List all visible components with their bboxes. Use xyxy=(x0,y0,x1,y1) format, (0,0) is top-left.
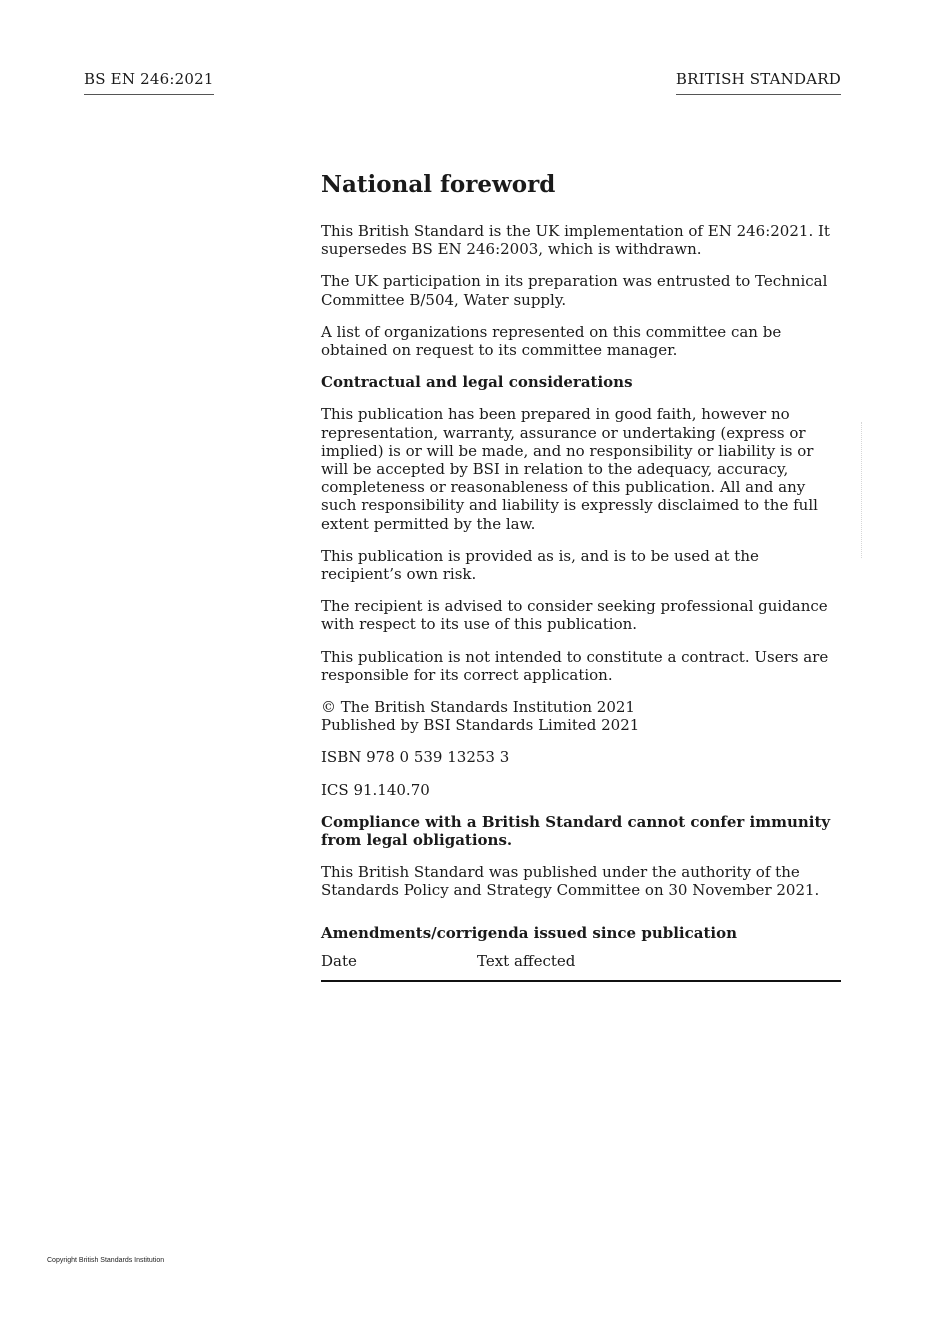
contractual-heading: Contractual and legal considerations xyxy=(321,373,633,392)
footer-copyright: Copyright British Standards Institution xyxy=(47,1257,165,1264)
committee-paragraph: The UK participation in its preparation was entrusted to Technical Committee B/504, Water supply. xyxy=(321,272,828,309)
implementation-paragraph: This British Standard is the UK implementation of EN 246:2021. It supersedes BS EN 246:2003, which is withdrawn. xyxy=(321,222,830,259)
publisher-line: Published by BSI Standards Limited 2021 xyxy=(321,716,640,735)
standard-type: BRITISH STANDARD xyxy=(676,70,841,95)
copyright-block xyxy=(321,698,841,734)
ics: ICS 91.140.70 xyxy=(321,780,430,799)
page-title: National foreword xyxy=(321,171,556,198)
disclaimer-paragraph: This publication has been prepared in good faith, however no representation, warranty, assurance or undertaking (express or implied) is or will be made, and no responsibility or liability is or will be accepted by BSI in relation to the adequacy, accuracy, completeness or reasonableness of this publication. All and any such responsibility and liability is expressly disclaimed to the full extent permitted by the law. xyxy=(321,405,818,533)
date-column-header: Date xyxy=(321,951,357,970)
copyright-line: © The British Standards Institution 2021 xyxy=(321,698,635,717)
amendments-heading: Amendments/corrigenda issued since publication xyxy=(321,923,737,942)
organizations-paragraph: A list of organizations represented on this committee can be obtained on request to its committee manager. xyxy=(321,322,782,360)
foreword-body xyxy=(321,170,841,982)
guidance-paragraph: The recipient is advised to consider seeking professional guidance with respect to its use of this publication. xyxy=(321,597,828,634)
contract-paragraph: This publication is not intended to constitute a contract. Users are responsible for its correct application. xyxy=(321,647,829,684)
compliance-statement: Compliance with a British Standard cannot confer immunity from legal obligations. xyxy=(321,812,831,850)
text-affected-column-header: Text affected xyxy=(477,951,576,970)
risk-paragraph: This publication is provided as is, and is to be used at the recipient’s own risk. xyxy=(321,546,759,584)
authority-paragraph: This British Standard was published under the authority of the Standards Policy and Strategy Committee on 30 November 2021. xyxy=(321,863,820,900)
isbn: ISBN 978 0 539 13253 3 xyxy=(321,748,510,767)
amendments-table-header xyxy=(321,952,841,982)
standard-number: BS EN 246:2021 xyxy=(84,70,214,95)
watermark-strip xyxy=(861,422,867,558)
